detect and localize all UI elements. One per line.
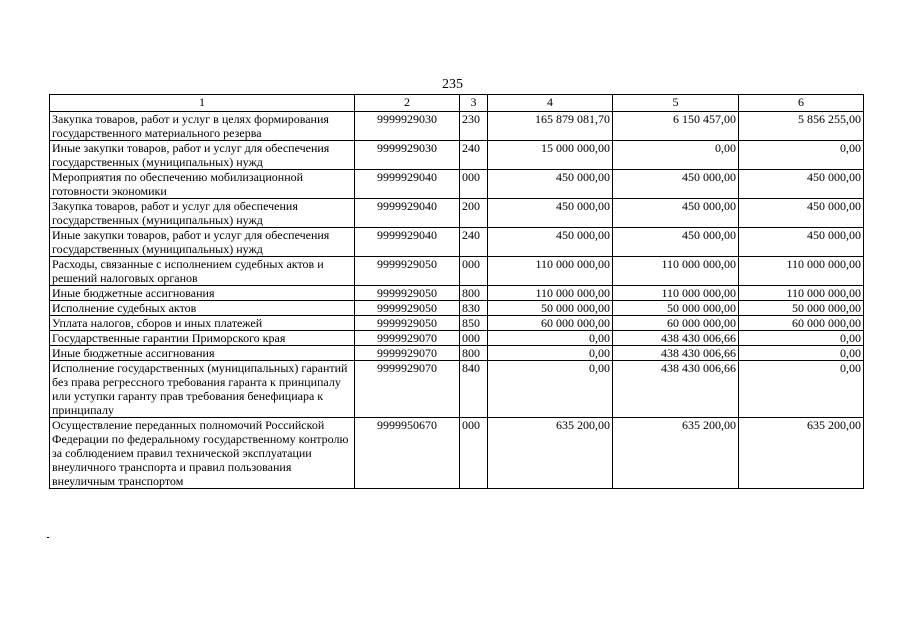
table-row bbox=[50, 346, 864, 361]
expense-type-code: 830 bbox=[460, 301, 488, 316]
expense-name: Расходы, связанные с исполнением судебных актов и решений налоговых органов bbox=[50, 257, 355, 286]
expense-name: Исполнение судебных актов bbox=[50, 301, 355, 316]
amount-col-6: 450 000,00 bbox=[739, 199, 864, 228]
target-code: 9999929050 bbox=[355, 316, 460, 331]
expense-name: Государственные гарантии Приморского края bbox=[50, 331, 355, 346]
table-row bbox=[50, 199, 864, 228]
expense-name: Иные закупки товаров, работ и услуг для обеспечения государственных (муниципальных) нужд bbox=[50, 228, 355, 257]
expense-name: Иные бюджетные ассигнования bbox=[50, 346, 355, 361]
expense-name: Закупка товаров, работ и услуг в целях формирования государственного материального резерва bbox=[50, 112, 355, 141]
amount-col-6: 0,00 bbox=[739, 346, 864, 361]
expense-name: Закупка товаров, работ и услуг для обеспечения государственных (муниципальных) нужд bbox=[50, 199, 355, 228]
amount-col-5: 110 000 000,00 bbox=[613, 257, 739, 286]
table-row bbox=[50, 228, 864, 257]
amount-col-6: 50 000 000,00 bbox=[739, 301, 864, 316]
target-code: 9999929050 bbox=[355, 286, 460, 301]
header-cell-2: 2 bbox=[355, 95, 460, 112]
expense-type-code: 000 bbox=[460, 170, 488, 199]
amount-col-5: 450 000,00 bbox=[613, 228, 739, 257]
amount-col-5: 438 430 006,66 bbox=[613, 361, 739, 418]
amount-col-5: 438 430 006,66 bbox=[613, 346, 739, 361]
table-row bbox=[50, 301, 864, 316]
amount-col-4: 15 000 000,00 bbox=[488, 141, 613, 170]
amount-col-6: 0,00 bbox=[739, 361, 864, 418]
amount-col-4: 110 000 000,00 bbox=[488, 286, 613, 301]
expense-type-code: 800 bbox=[460, 346, 488, 361]
target-code: 9999929030 bbox=[355, 141, 460, 170]
amount-col-5: 450 000,00 bbox=[613, 170, 739, 199]
amount-col-4: 450 000,00 bbox=[488, 170, 613, 199]
table-row bbox=[50, 257, 864, 286]
expense-type-code: 850 bbox=[460, 316, 488, 331]
amount-col-5: 110 000 000,00 bbox=[613, 286, 739, 301]
amount-col-5: 0,00 bbox=[613, 141, 739, 170]
amount-col-6: 110 000 000,00 bbox=[739, 286, 864, 301]
amount-col-5: 50 000 000,00 bbox=[613, 301, 739, 316]
header-cell-6: 6 bbox=[739, 95, 864, 112]
target-code: 9999929070 bbox=[355, 331, 460, 346]
amount-col-5: 450 000,00 bbox=[613, 199, 739, 228]
header-cell-1: 1 bbox=[50, 95, 355, 112]
target-code: 9999929070 bbox=[355, 346, 460, 361]
header-cell-3: 3 bbox=[460, 95, 488, 112]
target-code: 9999929050 bbox=[355, 301, 460, 316]
amount-col-6: 450 000,00 bbox=[739, 228, 864, 257]
expense-type-code: 200 bbox=[460, 199, 488, 228]
amount-col-5: 60 000 000,00 bbox=[613, 316, 739, 331]
expense-type-code: 230 bbox=[460, 112, 488, 141]
expense-name: Иные бюджетные ассигнования bbox=[50, 286, 355, 301]
expense-name: Исполнение государственных (муниципальных) гарантий без права регрессного требования гаранта к принципалу или уступки гаранту прав требования бенефициара к принципалу bbox=[50, 361, 355, 418]
amount-col-4: 0,00 bbox=[488, 331, 613, 346]
target-code: 9999929040 bbox=[355, 170, 460, 199]
table-row bbox=[50, 112, 864, 141]
header-cell-5: 5 bbox=[613, 95, 739, 112]
table-row bbox=[50, 170, 864, 199]
expense-type-code: 000 bbox=[460, 257, 488, 286]
budget-table bbox=[49, 94, 864, 489]
amount-col-4: 0,00 bbox=[488, 346, 613, 361]
target-code: 9999929030 bbox=[355, 112, 460, 141]
expense-name: Уплата налогов, сборов и иных платежей bbox=[50, 316, 355, 331]
target-code: 9999929040 bbox=[355, 199, 460, 228]
expense-type-code: 000 bbox=[460, 331, 488, 346]
table-row bbox=[50, 331, 864, 346]
expense-type-code: 800 bbox=[460, 286, 488, 301]
margin-mark bbox=[47, 537, 49, 538]
expense-name: Мероприятия по обеспечению мобилизационной готовности экономики bbox=[50, 170, 355, 199]
table-row bbox=[50, 418, 864, 489]
table-row bbox=[50, 286, 864, 301]
table-row bbox=[50, 361, 864, 418]
expense-name: Иные закупки товаров, работ и услуг для обеспечения государственных (муниципальных) нужд bbox=[50, 141, 355, 170]
amount-col-5: 6 150 457,00 bbox=[613, 112, 739, 141]
amount-col-6: 0,00 bbox=[739, 331, 864, 346]
expense-type-code: 000 bbox=[460, 418, 488, 489]
amount-col-6: 450 000,00 bbox=[739, 170, 864, 199]
amount-col-6: 60 000 000,00 bbox=[739, 316, 864, 331]
amount-col-5: 438 430 006,66 bbox=[613, 331, 739, 346]
target-code: 9999929040 bbox=[355, 228, 460, 257]
amount-col-4: 50 000 000,00 bbox=[488, 301, 613, 316]
amount-col-6: 0,00 bbox=[739, 141, 864, 170]
target-code: 9999929070 bbox=[355, 361, 460, 418]
amount-col-6: 635 200,00 bbox=[739, 418, 864, 489]
table-row bbox=[50, 316, 864, 331]
expense-type-code: 840 bbox=[460, 361, 488, 418]
target-code: 9999929050 bbox=[355, 257, 460, 286]
header-row bbox=[50, 95, 864, 112]
amount-col-4: 450 000,00 bbox=[488, 228, 613, 257]
amount-col-4: 165 879 081,70 bbox=[488, 112, 613, 141]
expense-type-code: 240 bbox=[460, 141, 488, 170]
table-row bbox=[50, 141, 864, 170]
amount-col-6: 110 000 000,00 bbox=[739, 257, 864, 286]
page-number: 235 bbox=[442, 77, 463, 92]
amount-col-5: 635 200,00 bbox=[613, 418, 739, 489]
header-cell-4: 4 bbox=[488, 95, 613, 112]
expense-type-code: 240 bbox=[460, 228, 488, 257]
expense-name: Осуществление переданных полномочий Российской Федерации по федеральному государственному контролю за соблюдением правил технической эксплуатации внеуличного транспорта и правил пользования внеуличным транспортом bbox=[50, 418, 355, 489]
amount-col-4: 450 000,00 bbox=[488, 199, 613, 228]
target-code: 9999950670 bbox=[355, 418, 460, 489]
amount-col-4: 0,00 bbox=[488, 361, 613, 418]
amount-col-4: 110 000 000,00 bbox=[488, 257, 613, 286]
amount-col-6: 5 856 255,00 bbox=[739, 112, 864, 141]
amount-col-4: 635 200,00 bbox=[488, 418, 613, 489]
amount-col-4: 60 000 000,00 bbox=[488, 316, 613, 331]
